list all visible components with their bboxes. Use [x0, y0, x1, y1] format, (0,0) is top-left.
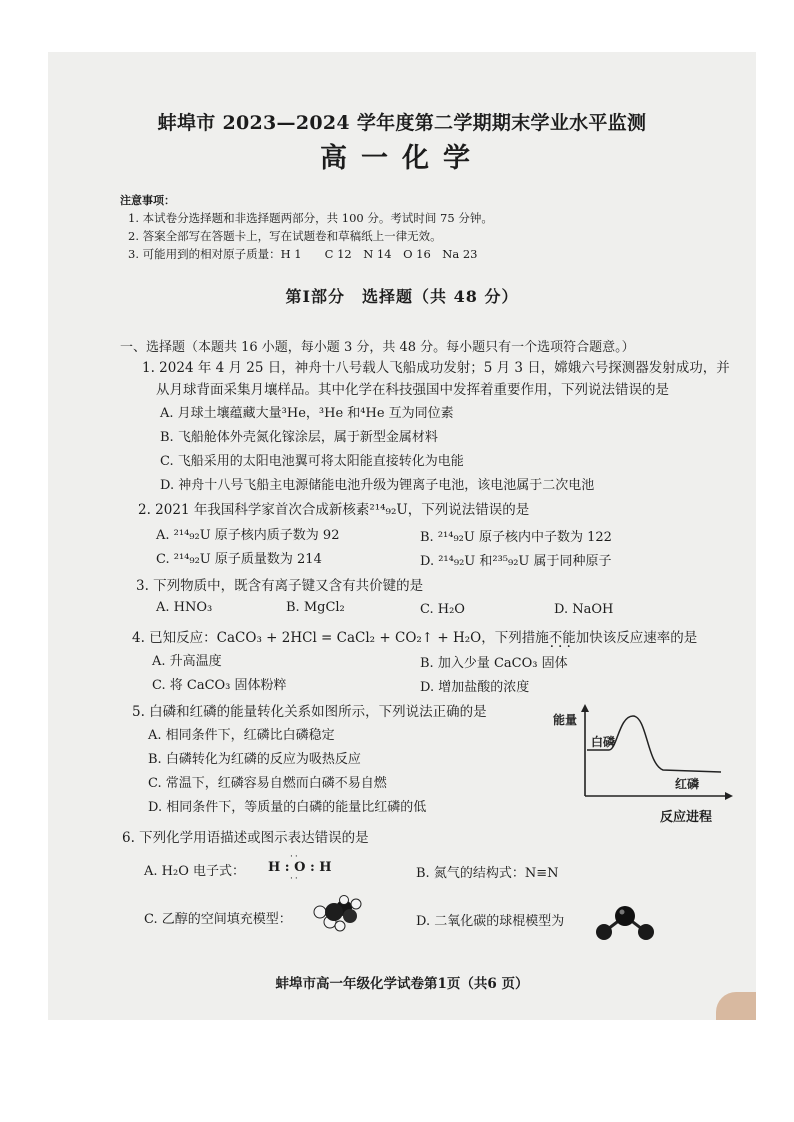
- ethanol-space-filling-model: [310, 894, 366, 934]
- h2o-lewis-structure: H : O : H: [268, 860, 332, 875]
- q3-option-a: A. HNO₃: [156, 600, 213, 615]
- q1-option-b: B. 飞船舱体外壳氮化镓涂层，属于新型金属材料: [160, 430, 438, 445]
- notice-item: 2. 答案全部写在答题卡上，写在试题卷和草稿纸上一律无效。: [128, 229, 442, 243]
- q6-option-a: A. H₂O 电子式：: [144, 864, 245, 879]
- q4-option-c: C. 将 CaCO₃ 固体粉粹: [152, 678, 287, 693]
- q1-option-d: D. 神舟十八号飞船主电源储能电池升级为锂离子电池，该电池属于二次电池: [160, 478, 595, 493]
- q4-stem-part1: 4. 已知反应：CaCO₃ + 2HCl = CaCl₂ + CO₂↑ + H₂O，下列措施: [132, 630, 549, 646]
- red-phosphorus-label: 红磷: [675, 777, 700, 791]
- q6-option-d: D. 二氧化碳的球棍模型为: [416, 914, 565, 929]
- notice-item: 3. 可能用到的相对原子质量：H 1 C 12 N 14 O 16 Na 23: [128, 247, 478, 261]
- lone-pair-bottom: ··: [290, 874, 300, 884]
- q1-stem-line1: 1. 2024 年 4 月 25 日，神舟十八号载人飞船成功发射；5 月 3 日，嫦娥六号探测器发射成功，并: [142, 360, 730, 376]
- q2-option-c: C. ²¹⁴₉₂U 原子质量数为 214: [156, 552, 322, 567]
- q4-option-a: A. 升高温度: [152, 654, 222, 669]
- x-axis-arrow: [725, 792, 733, 800]
- q1-option-c: C. 飞船采用的太阳电池翼可将太阳能直接转化为电能: [160, 454, 464, 469]
- q2-option-b: B. ²¹⁴₉₂U 原子核内中子数为 122: [420, 530, 612, 545]
- q1-option-a: A. 月球土壤蕴藏大量³He，³He 和⁴He 互为同位素: [160, 406, 454, 421]
- q6-option-c: C. 乙醇的空间填充模型：: [144, 912, 292, 927]
- q6-stem: 6. 下列化学用语描述或图示表达错误的是: [122, 830, 369, 846]
- energy-xlabel: 反应进程: [660, 810, 713, 825]
- q3-stem: 3. 下列物质中，既含有离子键又含有共价键的是: [136, 578, 424, 594]
- q4-stem: [132, 626, 697, 646]
- q5-option-c: C. 常温下，红磷容易自燃而白磷不易自燃: [148, 776, 387, 791]
- energy-diagram: [553, 704, 733, 804]
- q6-option-b: B. 氮气的结构式：N≡N: [416, 866, 559, 881]
- notice-item: 1. 本试卷分选择题和非选择题两部分，共 100 分。考试时间 75 分钟。: [128, 211, 493, 225]
- co2-ball-stick-model: [592, 902, 658, 942]
- white-phosphorus-label: 白磷: [591, 735, 616, 749]
- q5-option-a: A. 相同条件下，红磷比白磷稳定: [148, 728, 335, 743]
- q4-option-b: B. 加入少量 CaCO₃ 固体: [420, 656, 568, 671]
- energy-ylabel: 能量: [553, 713, 578, 727]
- notice-heading: 注意事项：: [120, 194, 175, 207]
- q3-option-b: B. MgCl₂: [286, 600, 345, 615]
- q4-option-d: D. 增加盐酸的浓度: [420, 680, 530, 695]
- big-question-heading: 一、选择题（本题共 16 小题，每小题 3 分，共 48 分。每小题只有一个选项符合题意。）: [120, 340, 635, 355]
- q4-emphasis: 不能 ···: [549, 630, 576, 646]
- exam-title: 蚌埠市 2023—2024 学年度第二学期期末学业水平监测: [157, 112, 647, 134]
- q5-option-d: D. 相同条件下，等质量的白磷的能量比红磷的低: [148, 800, 427, 815]
- section-heading: 第Ⅰ部分 选择题（共 48 分）: [285, 287, 519, 306]
- exam-subject: 高一化学: [320, 143, 484, 174]
- y-axis-arrow: [581, 704, 589, 712]
- q5-option-b: B. 白磷转化为红磷的反应为吸热反应: [148, 752, 361, 767]
- q2-option-a: A. ²¹⁴₉₂U 原子核内质子数为 92: [156, 528, 340, 543]
- lone-pair-top: ··: [290, 852, 300, 862]
- q1-stem-line2: 从月球背面采集月壤样品。其中化学在科技强国中发挥着重要作用，下列说法错误的是: [156, 382, 669, 398]
- q4-stem-part3: 加快该反应速率的是: [575, 630, 698, 646]
- exam-page: [48, 52, 756, 1020]
- q5-stem: 5. 白磷和红磷的能量转化关系如图所示，下列说法正确的是: [132, 704, 487, 720]
- q3-option-d: D. NaOH: [554, 602, 614, 617]
- q3-option-c: C. H₂O: [420, 602, 465, 617]
- page-footer: 蚌埠市高一年级化学试卷第1页（共6 页）: [275, 976, 529, 992]
- finger-shadow: [716, 992, 756, 1020]
- q2-option-d: D. ²¹⁴₉₂U 和²³⁵₉₂U 属于同种原子: [420, 554, 612, 569]
- q2-stem: 2. 2021 年我国科学家首次合成新核素²¹⁴₉₂U，下列说法错误的是: [138, 502, 530, 518]
